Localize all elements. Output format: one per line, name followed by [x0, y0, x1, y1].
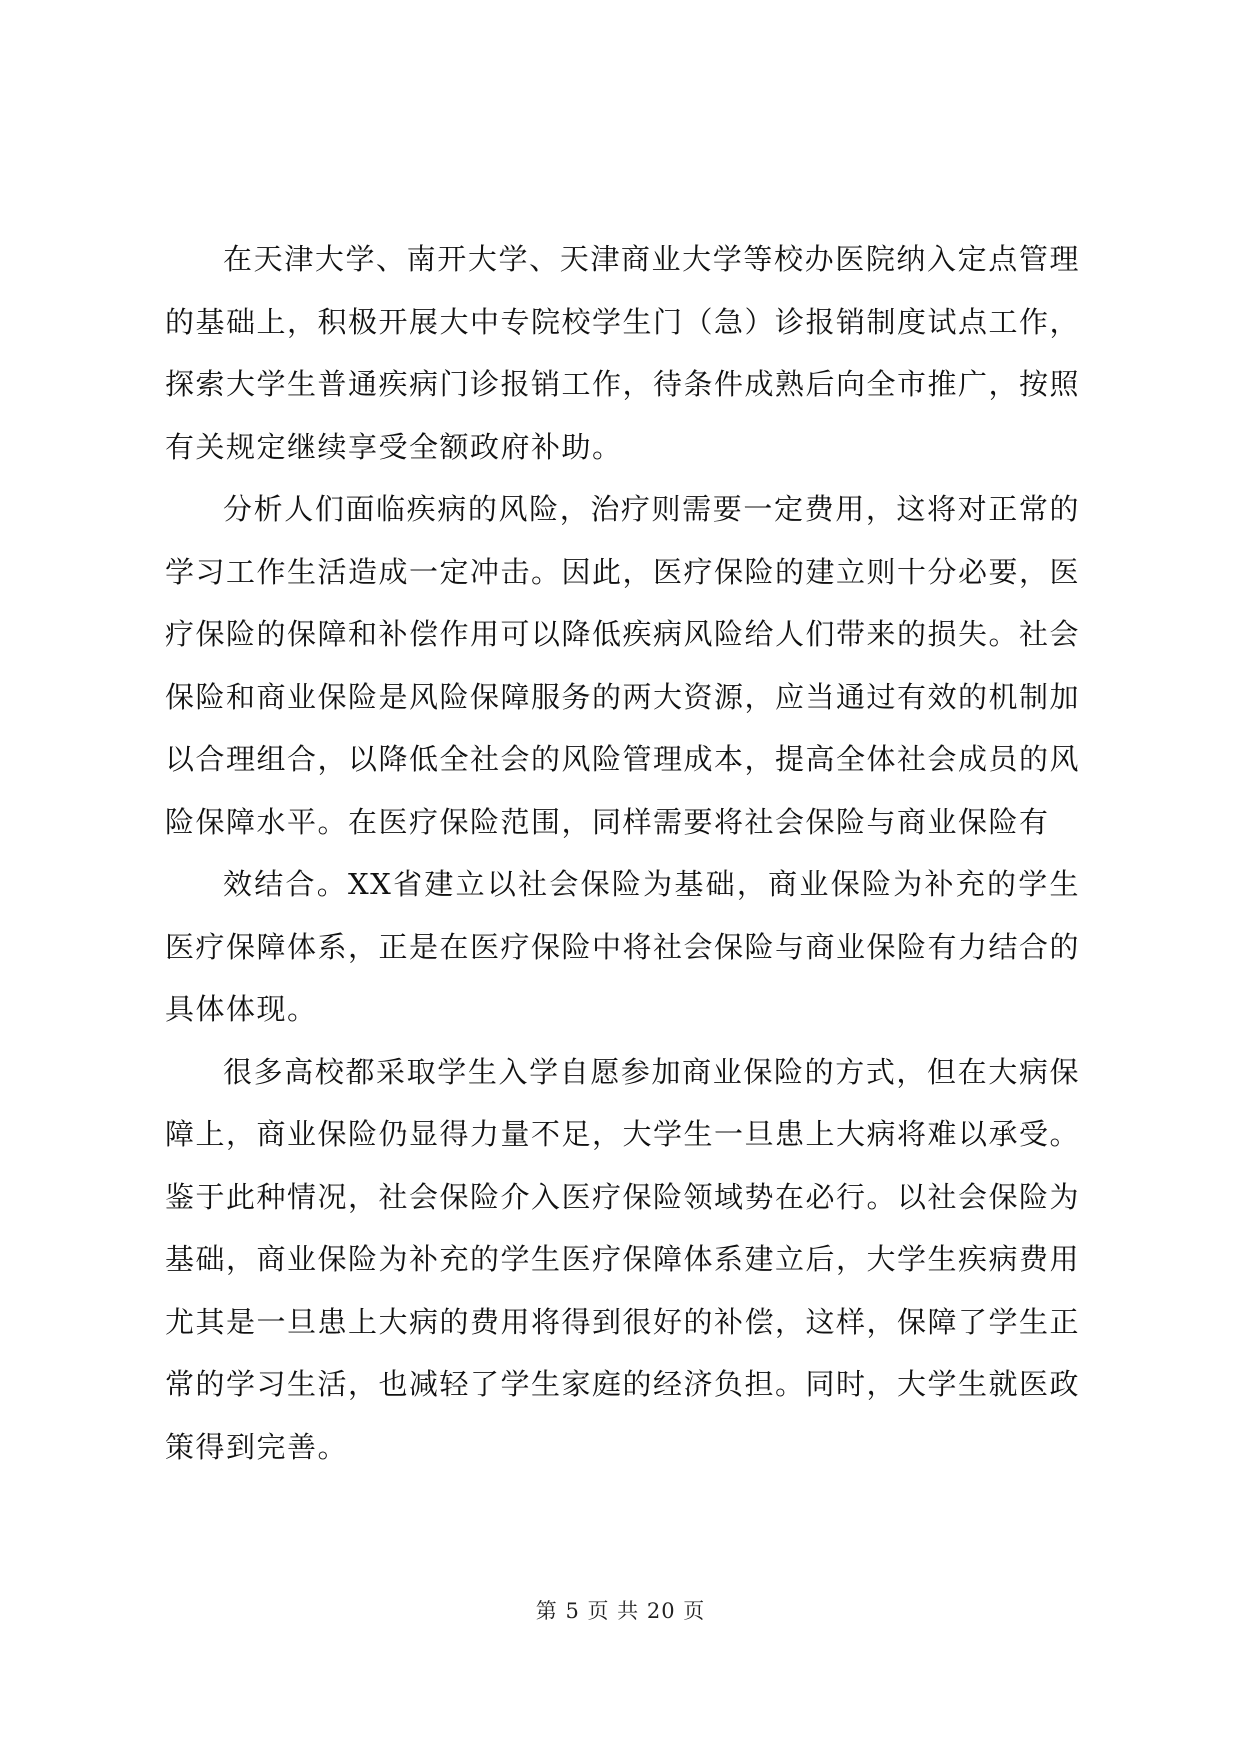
- paragraph-2: 分析人们面临疾病的风险，治疗则需要一定费用，这将对正常的学习工作生活造成一定冲击。因此，医疗保险的建立则十分必要，医疗保险的保障和补偿作用可以降低疾病风险给人们带来的损失。社会保险和商业保险是风险保障服务的两大资源，应当通过有效的机制加以合理组合，以降低全社会的风险管理成本，提高全体社会成员的风险保障水平。在医疗保险范围，同样需要将社会保险与商业保险有: [165, 492, 1081, 839]
- paragraph-3: 效结合。XX省建立以社会保险为基础，商业保险为补充的学生医疗保障体系，正是在医疗保险中将社会保险与商业保险有力结合的具体体现。: [165, 867, 1081, 1026]
- paragraph-1: 在天津大学、南开大学、天津商业大学等校办医院纳入定点管理的基础上，积极开展大中专院校学生门（急）诊报销制度试点工作，探索大学生普通疾病门诊报销工作，待条件成熟后向全市推广，按照有关规定继续享受全额政府补助。: [165, 242, 1081, 464]
- document-body: [165, 228, 1080, 1478]
- page-footer: 第 5 页 共 20 页: [535, 1599, 706, 1623]
- paragraph-4: 很多高校都采取学生入学自愿参加商业保险的方式，但在大病保障上，商业保险仍显得力量不足，大学生一旦患上大病将难以承受。鉴于此种情况，社会保险介入医疗保险领域势在必行。以社会保险为基础，商业保险为补充的学生医疗保障体系建立后，大学生疾病费用尤其是一旦患上大病的费用将得到很好的补偿，这样，保障了学生正常的学习生活，也减轻了学生家庭的经济负担。同时，大学生就医政策得到完善。: [165, 1054, 1081, 1464]
